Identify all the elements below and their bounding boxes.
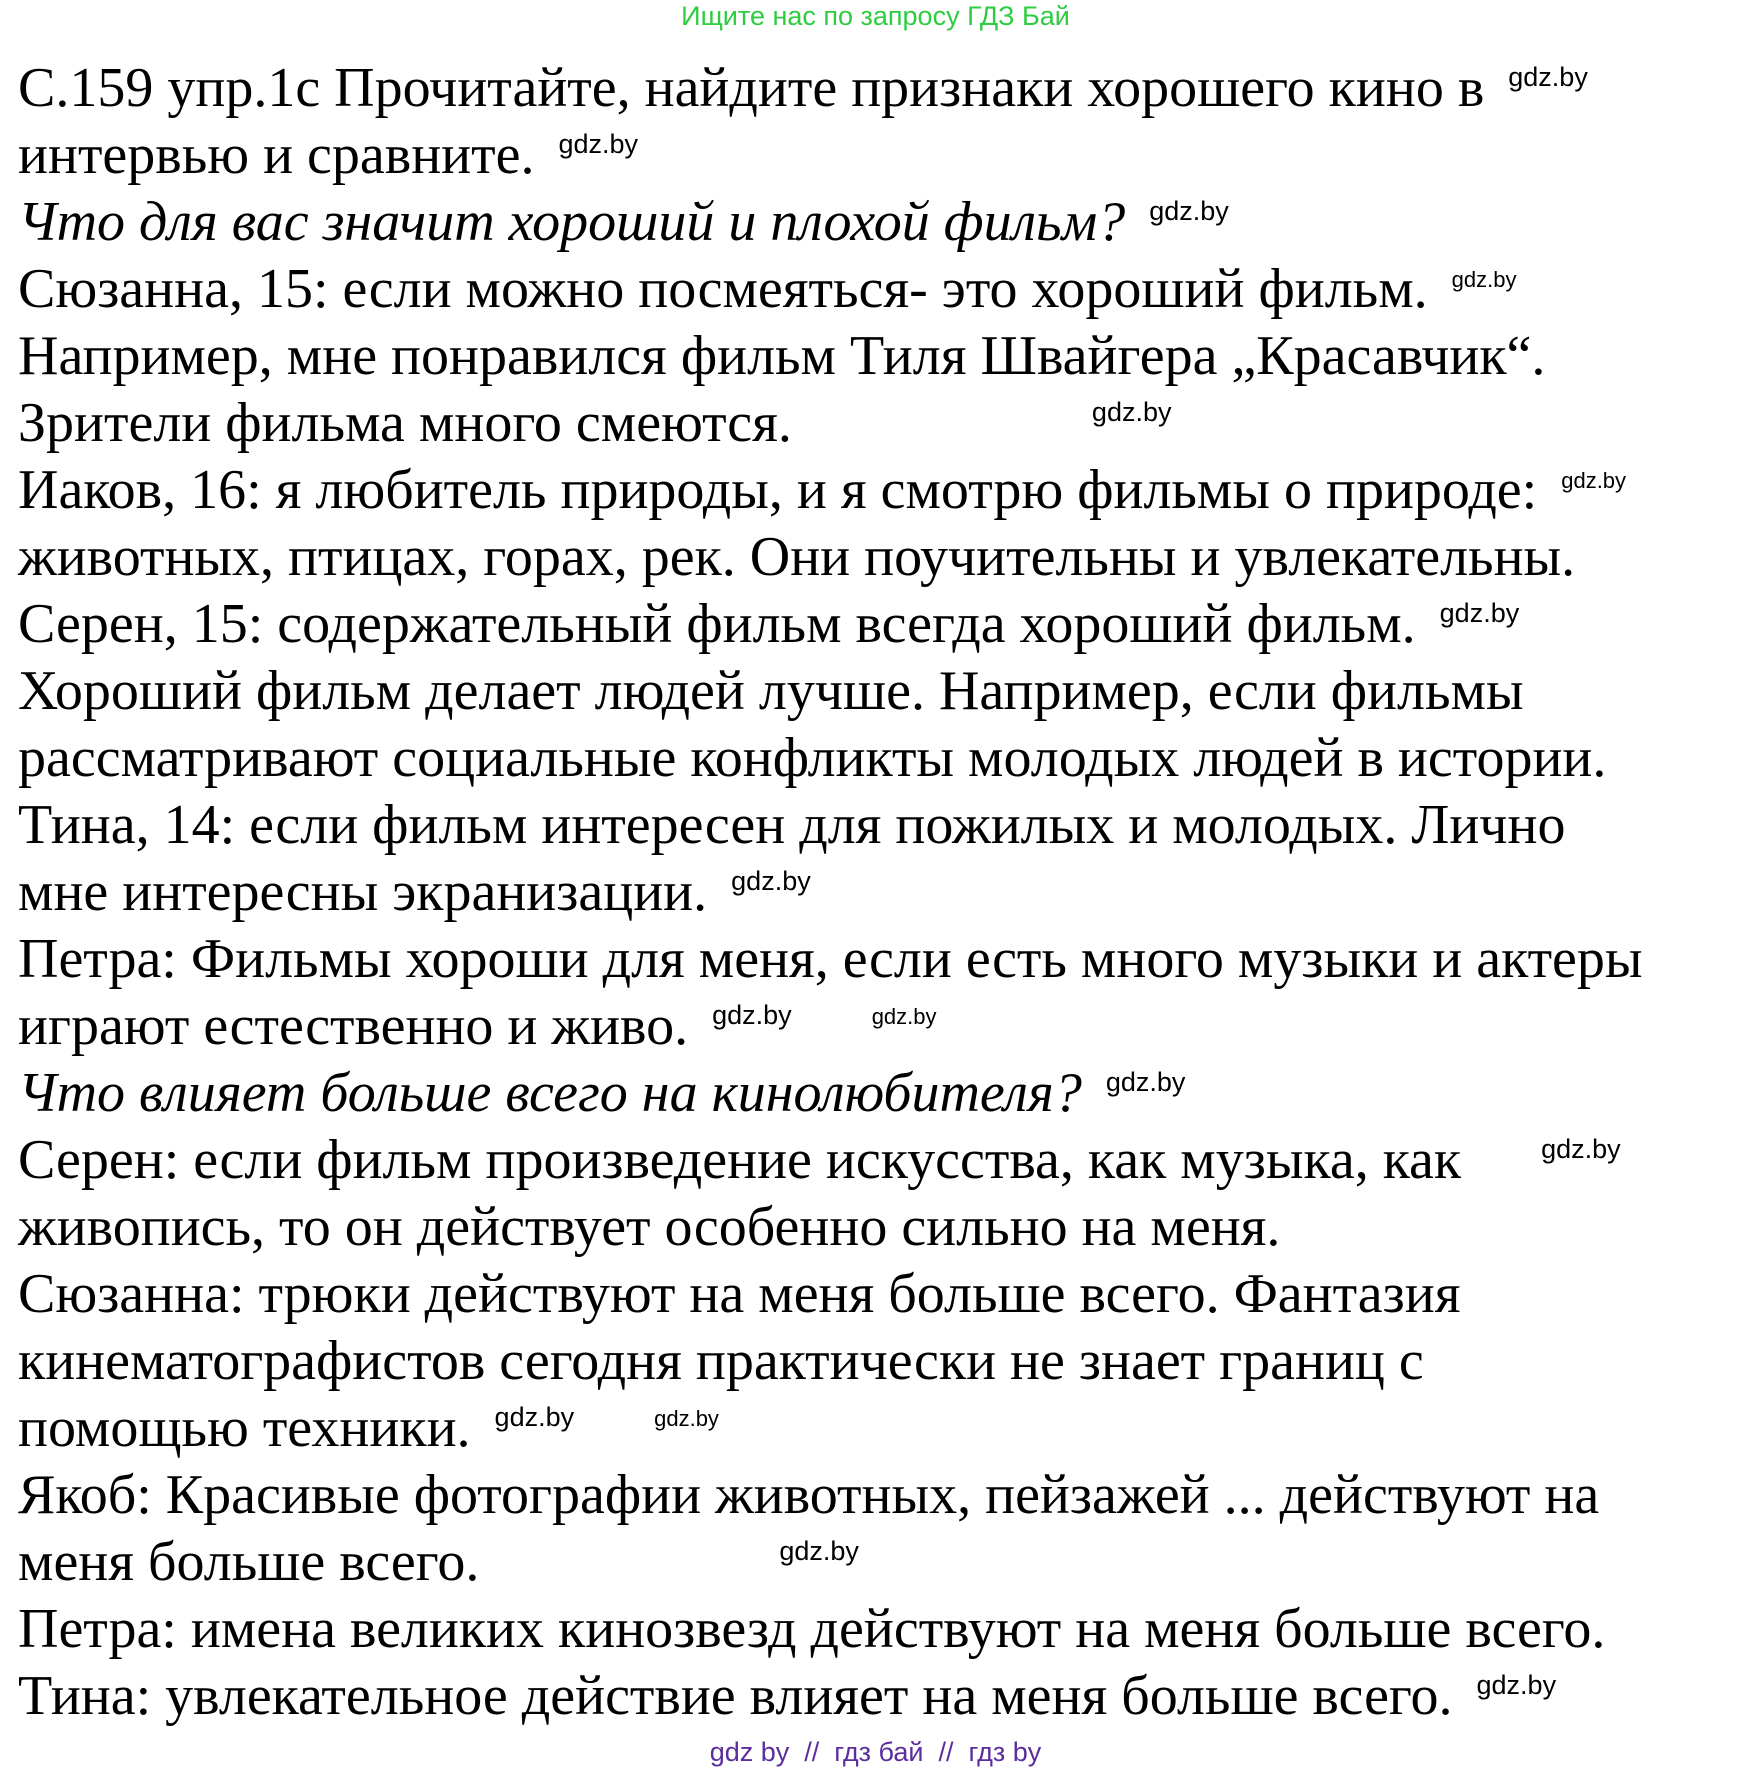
text-line: живопись, то он действует особенно сильно на меня. [18, 1196, 1281, 1258]
text-line: играют естественно и живо. [18, 995, 689, 1057]
text-row [18, 524, 1751, 591]
text-line: Зрители фильма много смеются. [18, 392, 792, 454]
text-row [18, 1261, 1751, 1328]
text-row [18, 55, 1751, 122]
text-line: Хороший фильм делает людей лучше. Например, если фильмы [18, 660, 1524, 722]
text-row [18, 591, 1751, 658]
question-heading: Что для вас значит хороший и плохой фильм? [18, 191, 1126, 253]
text-line: рассматривают социальные конфликты молодых людей в истории. [18, 727, 1607, 789]
watermark: gdz.by [1476, 1670, 1557, 1701]
text-row [18, 725, 1751, 792]
text-row [18, 323, 1751, 390]
text-line: мне интересны экранизации. [18, 861, 708, 923]
text-row [18, 122, 1751, 189]
text-row [18, 1596, 1751, 1663]
text-row [18, 1663, 1751, 1730]
watermark: gdz.by [871, 1004, 937, 1030]
watermark: gdz.by [558, 129, 639, 160]
text-row [18, 658, 1751, 725]
text-row [18, 1328, 1751, 1395]
watermark: gdz.by [1105, 1067, 1186, 1098]
text-line: Иаков, 16: я любитель природы, и я смотрю фильмы о природе: [18, 459, 1538, 521]
watermark: gdz.by [494, 1402, 575, 1433]
text-row [18, 792, 1751, 859]
text-row [18, 189, 1751, 256]
watermark: gdz.by [1149, 196, 1229, 227]
text-line: Серен: если фильм произведение искусства, как музыка, как [18, 1129, 1462, 1191]
text-line: Серен, 15: содержательный фильм всегда хороший фильм. [18, 593, 1416, 655]
text-line: помощью техники. [18, 1397, 471, 1459]
header-watermark: Ищите нас по запросу ГДЗ Бай [681, 1, 1070, 31]
watermark: gdz.by [731, 866, 811, 897]
text-line: Сюзанна, 15: если можно посмеяться- это хороший фильм. [18, 258, 1428, 320]
text-row [18, 390, 1751, 457]
text-row [18, 457, 1751, 524]
question-heading: Что влияет больше всего на кинолюбителя? [18, 1062, 1082, 1124]
text-line: Петра: имена великих кинозвезд действуют на меня больше всего. [18, 1598, 1606, 1660]
text-line: Тина, 14: если фильм интересен для пожилых и молодых. Лично [18, 794, 1566, 856]
text-row [18, 859, 1751, 926]
footer-watermark: gdz by // гдз бай // гдз by [709, 1737, 1042, 1767]
text-row [18, 1127, 1751, 1194]
text-line: Например, мне понравился фильм Тиля Швайгера „Красавчик“. [18, 325, 1546, 387]
text-line: животных, птицах, горах, рек. Они поучительны и увлекательны. [18, 526, 1576, 588]
text-row [18, 926, 1751, 993]
text-line: Тина: увлекательное действие влияет на меня больше всего. [18, 1665, 1453, 1727]
text-row [18, 1462, 1751, 1529]
text-line: кинематографистов сегодня практически не знает границ с [18, 1330, 1424, 1392]
text-line: Сюзанна: трюки действуют на меня больше всего. Фантазия [18, 1263, 1461, 1325]
text-row [18, 1194, 1751, 1261]
watermark: gdz.by [1508, 62, 1588, 93]
exercise-title-cont: интервью и сравните. [18, 124, 535, 186]
text-line: Петра: Фильмы хороши для меня, если есть много музыки и актеры [18, 928, 1643, 990]
text-row [18, 1529, 1751, 1596]
text-row [18, 1395, 1751, 1462]
text-row [18, 993, 1751, 1060]
text-row [18, 1060, 1751, 1127]
watermark: gdz.by [654, 1406, 719, 1432]
watermark: gdz.by [712, 1000, 792, 1031]
exercise-title: С.159 упр.1с Прочитайте, найдите признаки хорошего кино в [18, 57, 1485, 119]
watermark: gdz.by [1451, 267, 1517, 293]
watermark: gdz.by [1561, 468, 1627, 494]
text-line: меня больше всего. [18, 1531, 480, 1593]
text-line: Якоб: Красивые фотографии животных, пейзажей ... действуют на [18, 1464, 1600, 1526]
watermark: gdz.by [1091, 397, 1172, 428]
exercise-text [18, 55, 1751, 1730]
text-row [18, 256, 1751, 323]
watermark: gdz.by [779, 1536, 859, 1567]
watermark: gdz.by [1541, 1134, 1621, 1165]
watermark: gdz.by [1439, 598, 1520, 629]
